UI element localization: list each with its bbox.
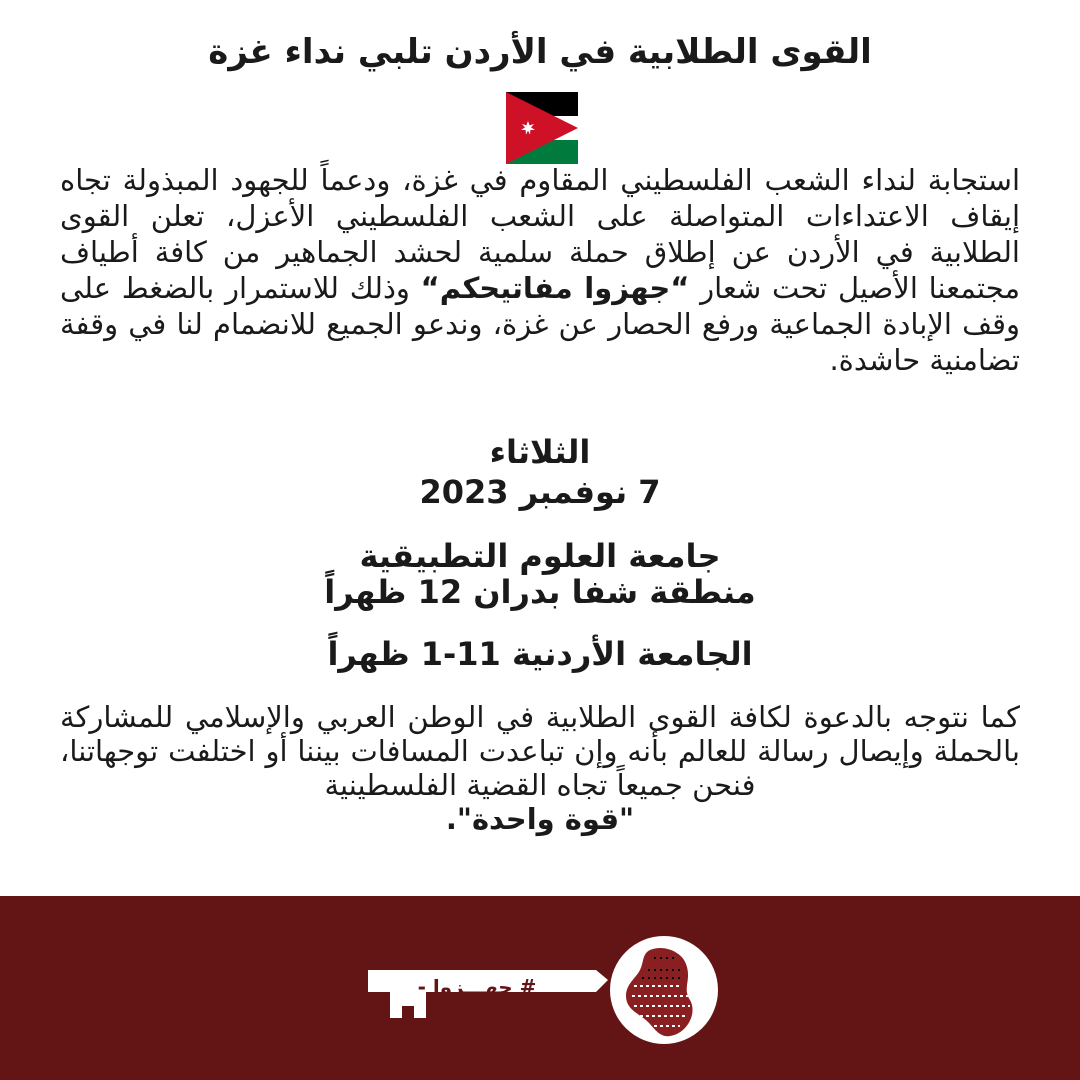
location-applied-science-university: جامعة العلوم التطبيقية: [359, 537, 721, 575]
event-day: الثلاثاء: [489, 433, 591, 471]
page-title: القوى الطلابية في الأردن تلبي نداء غزة: [208, 32, 872, 72]
closing-text: كما نتوجه بالدعوة لكافة القوى الطلابية في الوطن العربي والإسلامي للمشاركة بالحملة وإيصال رسالة للعالم بأنه وإن تباعدت المسافات بيننا أو اختلفت توجهاتنا، فنحن جميعاً تجاه القضية الفلسطينية: [60, 700, 1020, 802]
closing-paragraph: [60, 700, 1020, 836]
location-university-of-jordan: الجامعة الأردنية 11-1 ظهراً: [327, 635, 753, 673]
intro-paragraph: [60, 162, 1020, 378]
campaign-slogan: “جهزوا مفاتيحكم“: [420, 271, 690, 305]
jordan-flag: [506, 92, 578, 164]
intro-text-end: وذلك للاستمرار بالضغط على وقف الإبادة الجماعية ورفع الحصار عن غزة، وندعو الجميع للانضمام لنا في وقفة تضامنية حاشدة.: [60, 271, 1020, 377]
intro-text-start: استجابة لنداء الشعب الفلسطيني المقاوم في غزة، ودعماً للجهود المبذولة تجاه إيقاف الاعتداءات المتواصلة على الشعب الفلسطيني الأعزل، تعلن القوى الطلابية في الأردن عن إطلاق حملة سلمية لحشد الجماهير من كافة أطياف مجتمعنا الأصيل تحت شعار: [60, 163, 1020, 305]
event-date: 7 نوفمبر 2023: [419, 473, 661, 511]
location-applied-science-detail: منطقة شفا بدران 12 ظهراً: [324, 573, 756, 611]
closing-emphasis: "قوة واحدة".: [445, 802, 635, 836]
hashtag-label: # جهـــزوا - مفاتيحكـم: [417, 975, 537, 1029]
